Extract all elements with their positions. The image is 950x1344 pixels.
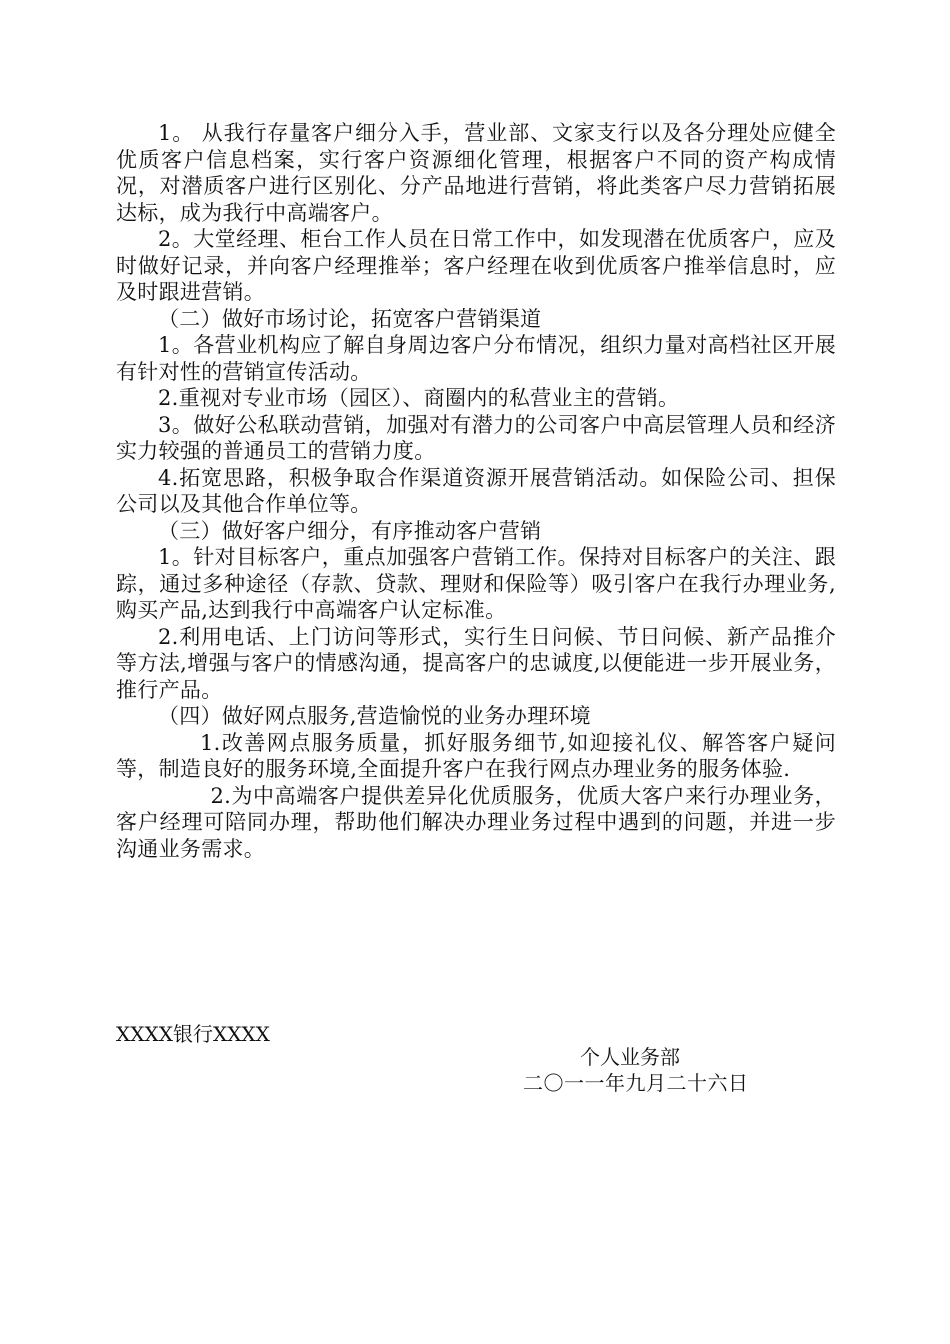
paragraph: 1。 从我行存量客户细分入手，营业部、文家支行以及各分理处应健全优质客户信息档案，实行客户资源细化管理，根据客户不同的资产构成情况，对潜质客户进行区别化、分产品地进行营销，将此类客户尽力营销拓展达标，成为我行中高端客户。 (116, 121, 836, 225)
paragraph: 1。各营业机构应了解自身周边客户分布情况，组织力量对高档社区开展有针对性的营销宣传活动。 (116, 333, 836, 384)
paragraph: 2。大堂经理、柜台工作人员在日常工作中，如发现潜在优质客户，应及时做好记录，并向客户经理推举；客户经理在收到优质客户推举信息时，应及时跟进营销。 (116, 227, 836, 304)
document-body (116, 120, 836, 862)
paragraph: 4.拓宽思路，积极争取合作渠道资源开展营销活动。如保险公司、担保公司以及其他合作单位等。 (116, 465, 836, 516)
issue-date: 二〇一一年九月二十六日 (523, 1071, 749, 1095)
paragraph: 2.为中高端客户提供差异化优质服务，优质大客户来行办理业务，客户经理可陪同办理，帮助他们解决办理业务过程中遇到的问题，并进一步沟通业务需求。 (116, 783, 836, 861)
section-heading: （二）做好市场讨论，拓宽客户营销渠道 (158, 306, 542, 331)
paragraph: 2.利用电话、上门访问等形式，实行生日问候、节日问候、新产品推介等方法,增强与客户的情感沟通，提高客户的忠诚度,以便能进一步开展业务，推行产品。 (116, 624, 836, 702)
issuing-department: 个人业务部 (580, 1045, 680, 1069)
section-heading: （三）做好客户细分，有序推动客户营销 (158, 518, 542, 543)
paragraph: 2.重视对专业市场（园区）、商圈内的私营业主的营销。 (158, 386, 680, 410)
issuing-organization: XXXX银行XXXX (116, 1022, 270, 1046)
section-heading: （四）做好网点服务,营造愉悦的业务办理环境 (158, 704, 591, 728)
paragraph: 1.改善网点服务质量，抓好服务细节,如迎接礼仪、解答客户疑问等，制造良好的服务环境,全面提升客户在我行网点办理业务的服务体验. (116, 730, 836, 781)
paragraph: 1。针对目标客户，重点加强客户营销工作。保持对目标客户的关注、跟踪，通过多种途径（存款、贷款、理财和保险等）吸引客户在我行办理业务,购买产品,达到我行中高端客户认定标准。 (116, 545, 836, 622)
paragraph: 3。做好公私联动营销，加强对有潜力的公司客户中高层管理人员和经济实力较强的普通员工的营销力度。 (116, 412, 836, 463)
